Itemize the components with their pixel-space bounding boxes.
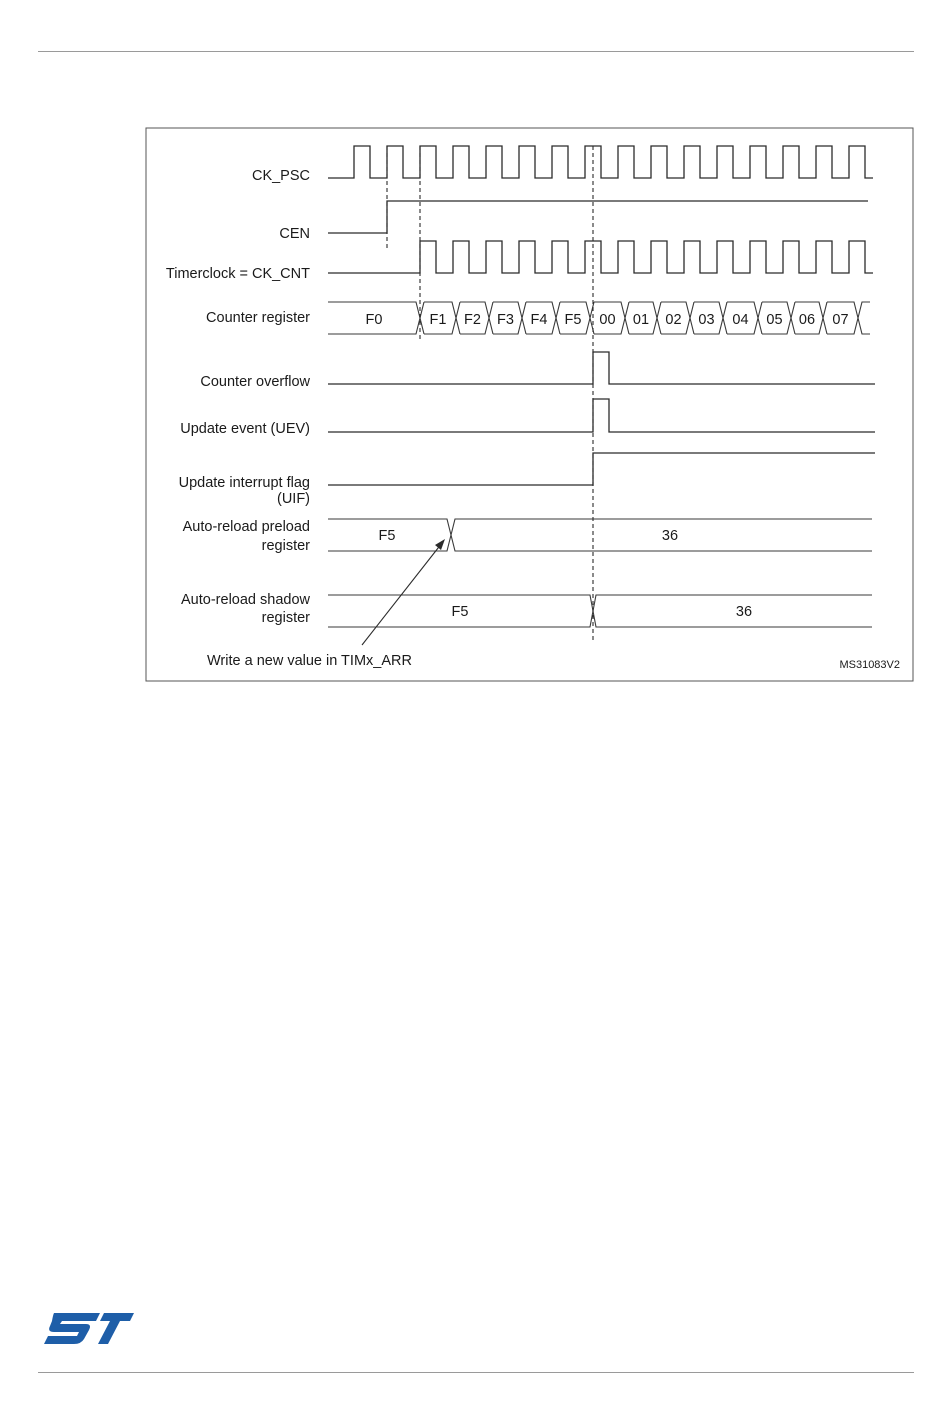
counter-value: 01 [632, 312, 650, 328]
figure-id: MS31083V2 [839, 659, 900, 671]
uif-waveform [328, 453, 875, 485]
counter-value: 05 [766, 312, 783, 328]
ck-psc-waveform [328, 146, 873, 178]
label-ck-psc: CK_PSC [251, 168, 310, 184]
write-arr-annotation: Write a new value in TIMx_ARR [207, 653, 412, 669]
update-event-waveform [328, 399, 875, 432]
label-cen: CEN [279, 226, 310, 242]
counter-overflow-waveform [328, 352, 875, 384]
counter-value: F5 [564, 312, 582, 328]
label-update-event: Update event (UEV) [180, 421, 310, 437]
label-arr-shadow-line1: Auto-reload shadow [181, 592, 310, 608]
preload-value-new: 36 [661, 528, 679, 544]
shadow-value-new: 36 [735, 604, 753, 620]
preload-value-old: F5 [378, 528, 396, 544]
label-arr-preload-line2: register [261, 538, 310, 554]
counter-value: F4 [530, 312, 548, 328]
label-uif-line2: (UIF) [276, 491, 310, 507]
counter-register-bus [328, 302, 870, 334]
arr-preload-bus [328, 519, 872, 551]
counter-value: 03 [698, 312, 715, 328]
label-arr-shadow-line2: register [261, 610, 310, 626]
counter-value: F2 [464, 312, 481, 328]
label-counter-overflow: Counter overflow [200, 374, 310, 390]
label-arr-preload-line1: Auto-reload preload [182, 519, 310, 535]
counter-value: F3 [497, 312, 514, 328]
counter-value: 06 [798, 312, 816, 328]
counter-value: F0 [365, 312, 383, 328]
label-counter-register: Counter register [206, 310, 310, 326]
cen-waveform [328, 201, 868, 233]
st-logo [44, 1313, 134, 1344]
counter-value: 04 [732, 312, 749, 328]
write-arr-arrow [362, 539, 445, 645]
shadow-value-old: F5 [451, 604, 469, 620]
counter-value: 02 [665, 312, 682, 328]
counter-value: F1 [429, 312, 447, 328]
counter-value: 00 [599, 312, 616, 328]
timerclock-waveform [328, 241, 873, 273]
label-timerclock: Timerclock = CK_CNT [165, 266, 310, 282]
arr-shadow-bus [328, 595, 872, 627]
label-uif-line1: Update interrupt flag [178, 475, 310, 491]
counter-value: 07 [832, 312, 849, 328]
